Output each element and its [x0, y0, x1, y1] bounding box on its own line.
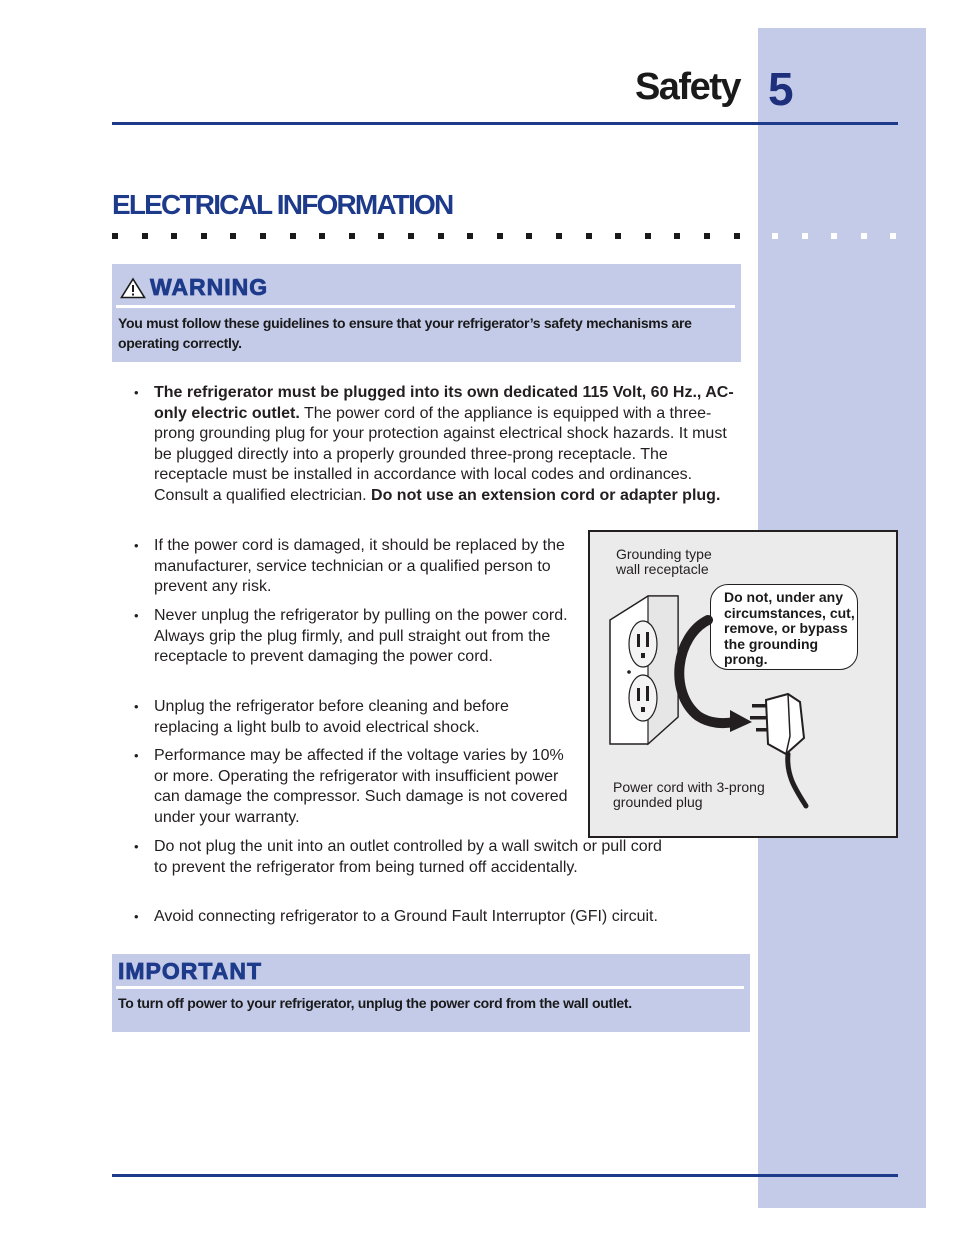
warning-text: You must follow these guidelines to ensure that your refrigerator’s safety mechanisms are operating correctly.: [118, 315, 692, 351]
section-title: ELECTRICAL INFORMATION: [112, 189, 453, 220]
list-item: [132, 837, 674, 878]
divider-dot: [802, 233, 808, 239]
bullet-bold-tail: Do not use an extension cord or adapter plug.: [371, 486, 721, 504]
divider-dot: [704, 233, 710, 239]
grounding-plug-figure: [588, 530, 898, 838]
divider-dot: [319, 233, 325, 239]
divider-dot: [674, 233, 680, 239]
page-number: 5: [768, 63, 794, 115]
grounding-note: Do not, under any circumstances, cut, remove, or bypass the grounding prong.: [710, 584, 858, 670]
warning-rule: [116, 305, 735, 308]
divider-dot: [890, 233, 896, 239]
divider-dot: [772, 233, 778, 239]
divider-dot: [438, 233, 444, 239]
divider-dot: [615, 233, 621, 239]
warning-heading: [120, 274, 268, 301]
bullet-text: Do not plug the unit into an outlet controlled by a wall switch or pull cord to prevent the refrigerator from being turned off accidentally.: [154, 838, 662, 876]
bullet-text: Never unplug the refrigerator by pulling on the power cord. Always grip the plug firmly, and pull straight out from the receptacle to prevent damaging the power cord.: [154, 607, 568, 666]
divider-dot: [831, 233, 837, 239]
list-item: [132, 697, 572, 738]
bullet-text: The power cord of the appliance is equipped with a three-prong grounding plug for your protection against electrical shock hazards. It must be plugged directly into a properly grounded three-prong receptacle. The receptacle must be installed in accordance with local codes and ordinances. Consult a qualified electrician.: [154, 404, 727, 504]
divider-dot: [112, 233, 118, 239]
divider-dot: [467, 233, 473, 239]
divider-dot: [497, 233, 503, 239]
important-heading: IMPORTANT: [118, 958, 263, 984]
warning-triangle-icon: [120, 277, 146, 299]
divider-dot: [556, 233, 562, 239]
bullet-text: If the power cord is damaged, it should be replaced by the manufacturer, service technician or a qualified person to prevent any risk.: [154, 537, 565, 596]
divider-dot: [349, 233, 355, 239]
divider-dot: [142, 233, 148, 239]
curved-arrow-icon: [679, 620, 752, 732]
divider-dot: [378, 233, 384, 239]
important-callout: [112, 954, 750, 1032]
divider-dot: [526, 233, 532, 239]
top-rule: [112, 122, 898, 125]
list-item: [132, 746, 572, 828]
list-item: [132, 536, 572, 598]
page-title: Safety: [634, 66, 740, 108]
plug-label: Power cord with 3-prong grounded plug: [613, 779, 765, 810]
dotted-divider: [112, 233, 752, 239]
bullet-bold-lead: The refrigerator must be plugged into its own dedicated 115 Volt, 60 Hz., AC-only electric outlet.: [154, 384, 734, 422]
divider-dot: [408, 233, 414, 239]
warning-callout: [112, 264, 741, 362]
divider-dot: [734, 233, 740, 239]
three-prong-plug-icon: [750, 694, 806, 806]
bullet-text: Avoid connecting refrigerator to a Ground Fault Interruptor (GFI) circuit.: [154, 908, 658, 925]
bullet-text: Unplug the refrigerator before cleaning and before replacing a light bulb to avoid electrical shock.: [154, 698, 509, 736]
receptacle-and-plug-illustration: [590, 532, 896, 836]
wall-plate-icon: [610, 596, 678, 744]
dotted-divider-band: [772, 233, 902, 239]
divider-dot: [861, 233, 867, 239]
list-item: [132, 907, 754, 928]
warning-heading-label: WARNING: [150, 274, 269, 300]
divider-dot: [645, 233, 651, 239]
bottom-rule: [112, 1174, 898, 1177]
divider-dot: [586, 233, 592, 239]
bullet-text: Performance may be affected if the voltage varies by 10% or more. Operating the refrigerator with insufficient power can damage the compressor. Such damage is not covered under your warranty.: [154, 747, 568, 826]
divider-dot: [260, 233, 266, 239]
receptacle-label: Grounding type wall receptacle: [616, 546, 712, 577]
divider-dot: [171, 233, 177, 239]
list-item: [132, 383, 744, 507]
important-text: To turn off power to your refrigerator, unplug the power cord from the wall outlet.: [118, 995, 632, 1011]
divider-dot: [201, 233, 207, 239]
list-item: [132, 606, 572, 668]
divider-dot: [230, 233, 236, 239]
divider-dot: [290, 233, 296, 239]
important-rule: [116, 986, 744, 989]
